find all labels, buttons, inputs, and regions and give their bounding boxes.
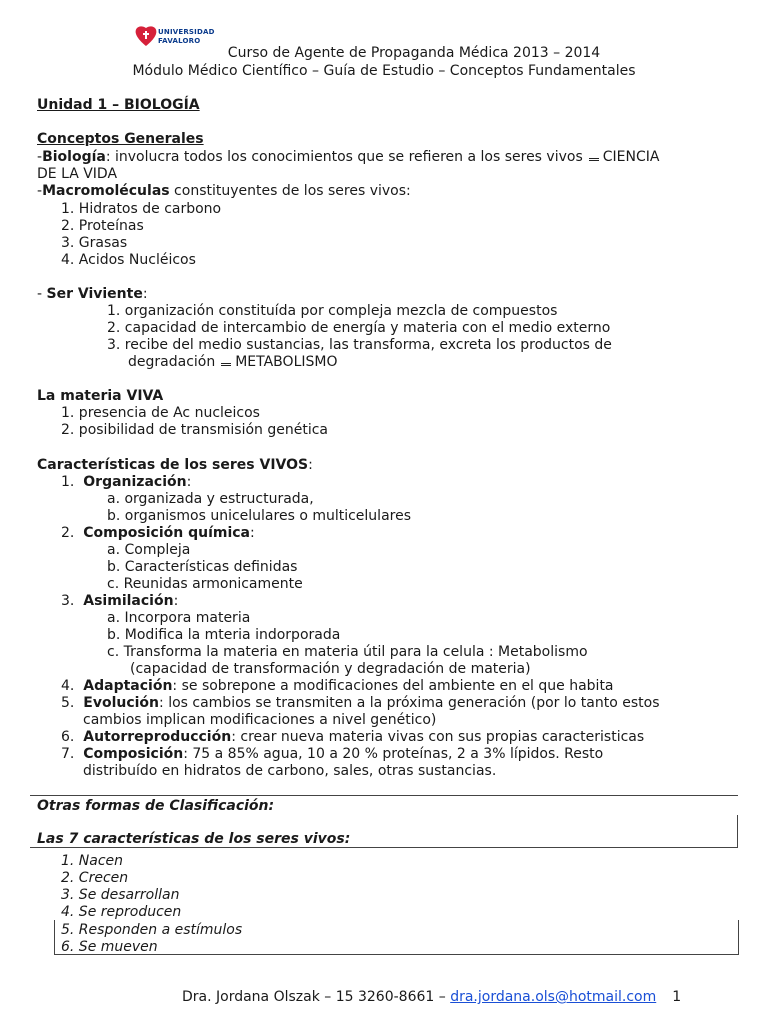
macro-text: constituyentes de los seres vivos:	[169, 183, 411, 199]
page-number: 1	[672, 989, 682, 1005]
conceptos-heading: Conceptos Generales	[37, 131, 204, 147]
sub-item-cont: (capacidad de transformación y degradación de materia)	[130, 661, 531, 677]
list-item: 2. posibilidad de transmisión genética	[61, 422, 328, 438]
footer	[182, 989, 681, 1006]
sub-item: b. Características definidas	[107, 559, 298, 575]
footer-author: Dra. Jordana Olszak – 15 3260-8661 –	[182, 989, 451, 1005]
biologia-result: CIENCIA	[602, 149, 660, 165]
metabolismo-text: METABOLISMO	[235, 354, 338, 370]
biologia-result-cont: DE LA VIDA	[37, 166, 118, 182]
biologia-text: : involucra todos los conocimientos que se refieren a los seres vivos	[105, 149, 583, 165]
sub-item: c. Reunidas armonicamente	[107, 576, 303, 592]
sub-item: b. Modifica la mteria indorporada	[107, 627, 341, 643]
caracteristicas-heading-line: Características de los seres VIVOS:	[37, 457, 313, 473]
unit-title: Unidad 1 – BIOLOGÍA	[37, 97, 200, 113]
macromoleculas-line: -Macromoléculas constituyentes de los seres vivos:	[37, 183, 411, 199]
item-text: : 75 a 85% agua, 10 a 20 % proteínas, 2 a 3% lípidos. Resto	[183, 746, 604, 762]
list-item: 2. Proteínas	[61, 218, 144, 234]
item-number: 4.	[61, 678, 75, 694]
item-number: 1.	[61, 474, 75, 490]
item-text: : se sobrepone a modificaciones del ambiente en el que habita	[172, 678, 614, 694]
arrow-icon	[221, 356, 231, 366]
item-number: 7.	[61, 746, 75, 762]
macro-term: Macromoléculas	[42, 183, 170, 199]
list-item: 5. Responden a estímulos	[61, 922, 243, 938]
list-item: 1. Nacen	[61, 853, 124, 869]
item-number: 3.	[61, 593, 75, 609]
logo-text	[158, 28, 215, 46]
item-number: 5.	[61, 695, 75, 711]
list-item: 4. Se reproducen	[61, 904, 182, 920]
list-item: 3. Grasas	[61, 235, 128, 251]
footer-email-link[interactable]: dra.jordana.ols@hotmail.com	[450, 989, 657, 1005]
logo-text-line1: UNIVERSIDAD	[158, 28, 215, 36]
list-item: 1. presencia de Ac nucleicos	[61, 405, 260, 421]
list-item	[61, 729, 644, 746]
sub-item: c. Transforma la materia en materia útil para la celula : Metabolismo	[107, 644, 588, 660]
list-item	[61, 746, 603, 763]
ser-viviente-term: Ser Viviente	[46, 286, 143, 302]
item-term: Asimilación	[83, 593, 174, 609]
list-item: 2. Crecen	[61, 870, 129, 886]
item-term: Composición química	[83, 525, 250, 541]
list-item: 2. Composición química:	[61, 525, 255, 541]
item-term: Organización	[83, 474, 187, 490]
list-item-cont: distribuído en hidratos de carbono, sales, otras sustancias.	[83, 763, 497, 779]
item-term: Evolución	[83, 695, 160, 711]
sub-item: a. Compleja	[107, 542, 191, 558]
list-item: 3. Asimilación:	[61, 593, 179, 609]
list-item-cont: cambios implican modificaciones a nivel genético)	[83, 712, 437, 728]
ser-viviente-line: - Ser Viviente:	[37, 286, 148, 302]
list-item	[61, 695, 659, 712]
sub-item: a. Incorpora materia	[107, 610, 251, 626]
item-term: Adaptación	[83, 678, 173, 694]
item-text: : los cambios se transmiten a la próxima generación (por lo tanto estos	[159, 695, 660, 711]
biologia-definition: -Biología: involucra todos los conocimientos que se refieren a los seres vivos CIENCIA	[37, 149, 660, 165]
item-number: 2.	[61, 525, 75, 541]
divider	[30, 795, 738, 796]
degradacion-text: degradación	[128, 354, 216, 370]
list-item: 1. Organización:	[61, 474, 192, 490]
item-term: Composición	[83, 746, 184, 762]
list-item: 3. Se desarrollan	[61, 887, 180, 903]
list-item	[61, 678, 614, 695]
sub-item: b. organismos unicelulares o multicelulares	[107, 508, 412, 524]
otras-subheading: Las 7 características de los seres vivos:	[37, 831, 351, 847]
sub-item: a. organizada y estructurada,	[107, 491, 314, 507]
arrow-icon	[589, 151, 599, 161]
materia-viva-heading: La materia VIVA	[37, 388, 164, 404]
list-item: 1. Hidratos de carbono	[61, 201, 222, 217]
list-item: 3. recibe del medio sustancias, las transforma, excreta los productos de	[107, 337, 612, 353]
list-item-cont	[128, 354, 337, 371]
item-term: Autorreproducción	[83, 729, 232, 745]
biologia-term: Biología	[42, 149, 106, 165]
list-item: 2. capacidad de intercambio de energía y materia con el medio externo	[107, 320, 611, 336]
item-text: : crear nueva materia vivas con sus propias caracteristicas	[231, 729, 645, 745]
logo-text-line2: FAVALORO	[158, 37, 201, 45]
header-course-title: Curso de Agente de Propaganda Médica 2013 – 2014	[227, 45, 601, 61]
list-item: 6. Se mueven	[61, 939, 158, 955]
list-item: 1. organización constituída por compleja mezcla de compuestos	[107, 303, 558, 319]
list-item: 4. Acidos Nucléicos	[61, 252, 196, 268]
item-number: 6.	[61, 729, 75, 745]
otras-heading: Otras formas de Clasificación:	[37, 798, 275, 814]
header-module-title: Módulo Médico Científico – Guía de Estudio – Conceptos Fundamentales	[132, 63, 636, 79]
caracteristicas-heading: Características de los seres VIVOS	[37, 457, 309, 473]
